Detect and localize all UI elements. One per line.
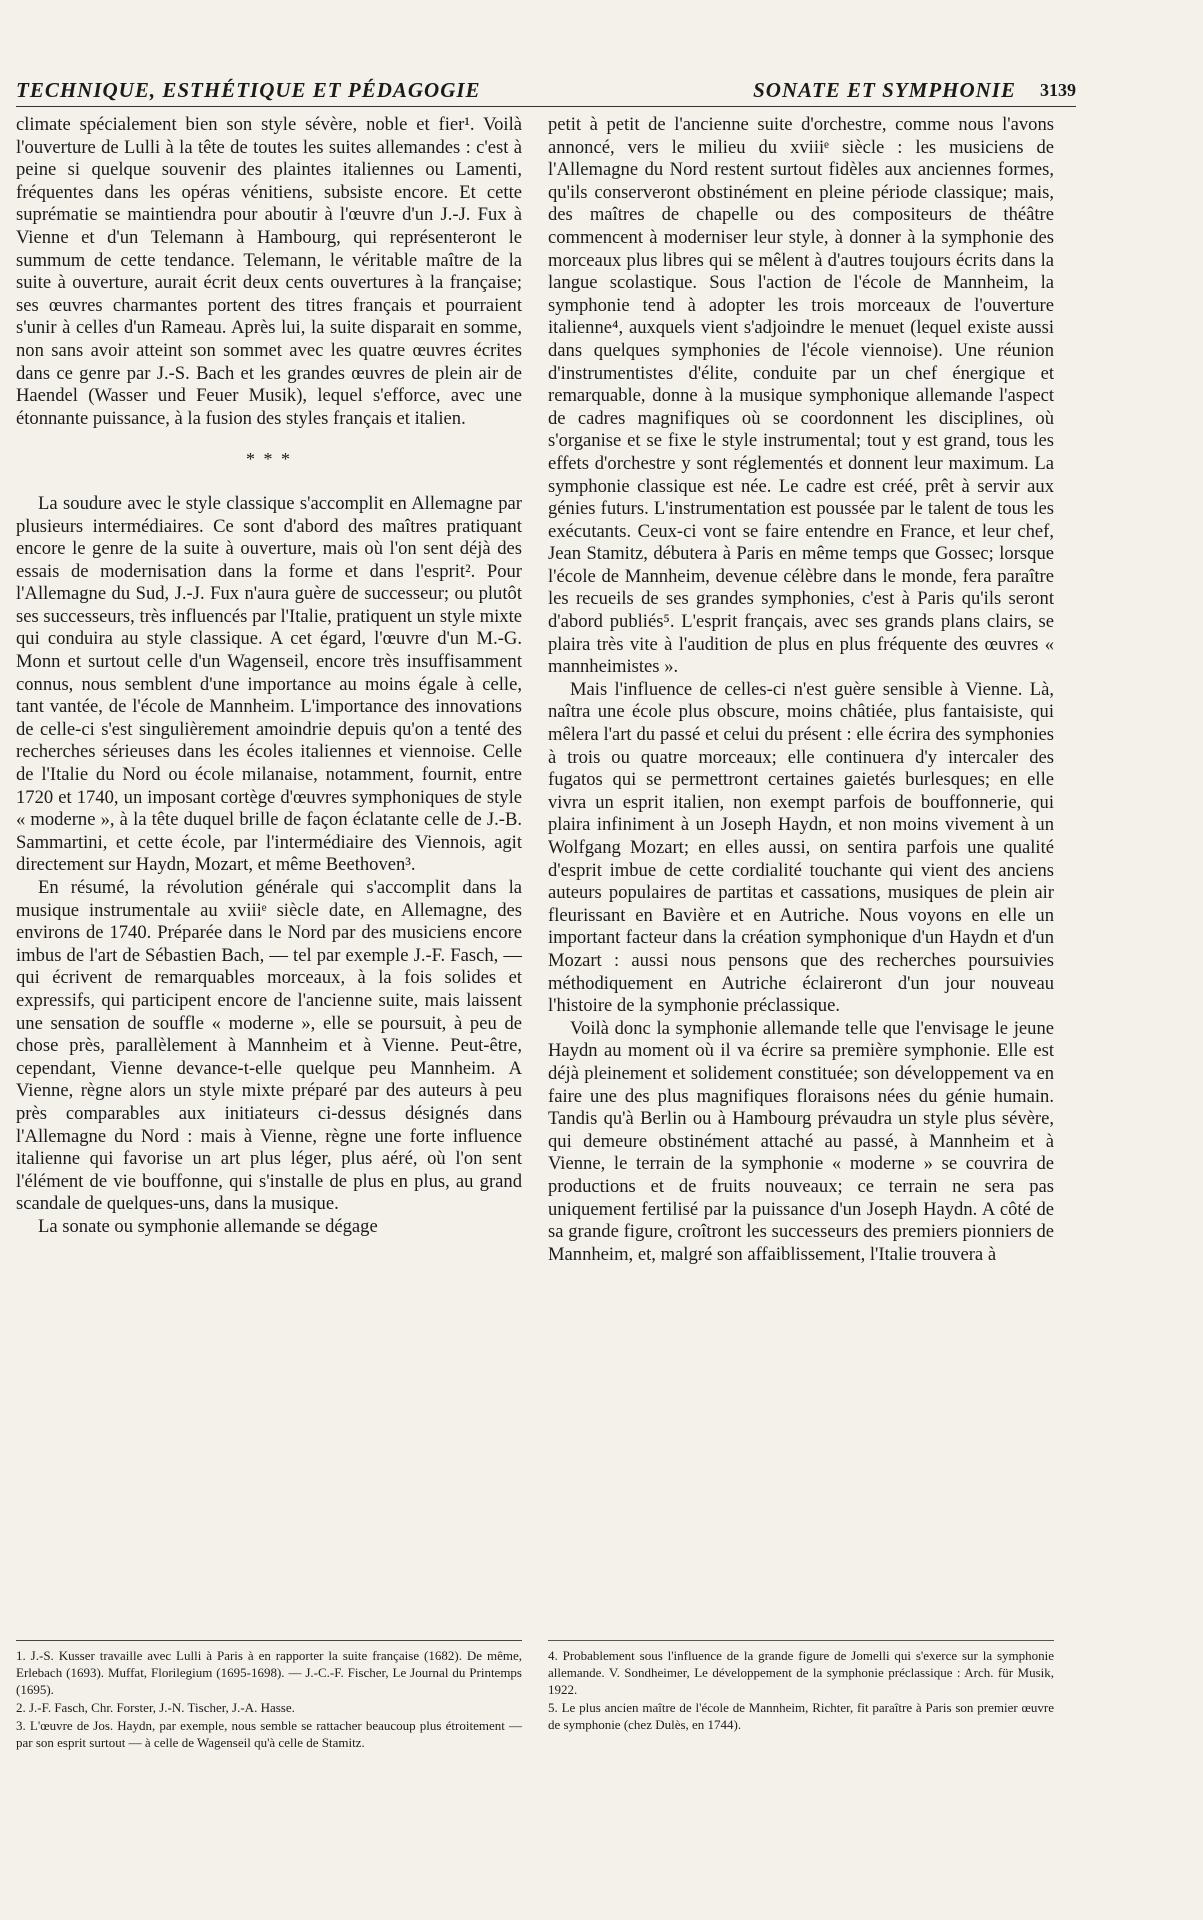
footnotes-right bbox=[548, 1640, 1054, 1734]
page-number: 3139 bbox=[1040, 80, 1076, 100]
paragraph: La sonate ou symphonie allemande se dégage bbox=[38, 1215, 378, 1237]
paragraph: petit à petit de l'ancienne suite d'orchestre, comme nous l'avons annoncé, vers le milieu du xviiiᵉ siècle : les musiciens de l'Allemagne du Nord restent surtout fidèles aux anciennes formes, qu'ils conserveront obstinément en pleine période classique; mais, des maîtres de chapelle ou des compositeurs de théâtre commencent à moderniser leur style, à donner à la symphonie des morceaux plus libres qui se mêlent à d'autres toujours écrits dans la langue scolastique. Sous l'action de l'école de Mannheim, la symphonie tend à adopter les trois morceaux de l'ouverture italienne⁴, auxquels vient s'adjoindre le menuet (lequel existe aussi dans quelques symphonies de l'école viennoise). Une réunion d'instrumentistes d'élite, conduite par un chef énergique et remarquable, donne à la musique symphonique allemande l'aspect de cadres magnifiques où se coordonnent les disciplines, où s'organise et se fixe le style instrumental; tout y est grand, tous les effets d'orchestre y sont réglementés et donnent leur maximum. La symphonie classique est née. Le cadre est créé, prêt à servir aux génies futurs. L'instrumentation est poussée par le talent de tous les exécutants. Ceux-ci vont se faire entendre en France, et leur chef, Jean Stamitz, débutera à Paris en même temps que Gossec; lorsque l'école de Mannheim, devenue célèbre dans le monde, fera paraître les recueils de ses grandes symphonies, c'est à Paris qu'ils seront d'abord publiés⁵. L'esprit français, avec ses grands plans clairs, se plaira très vite à l'audition de plus en plus fréquente des œuvres « mannheimistes ». bbox=[548, 114, 1054, 678]
footnote: 3. L'œuvre de Jos. Haydn, par exemple, nous semble se rattacher beaucoup plus étroitement — par son esprit surtout — à celle de Wagenseil qu'à celle de Stamitz. bbox=[16, 1718, 522, 1750]
left-column bbox=[16, 114, 522, 1239]
header-right-title: SONATE ET SYMPHONIE bbox=[753, 78, 1016, 102]
paragraph: La soudure avec le style classique s'accomplit en Allemagne par plusieurs intermédiaires. Ce sont d'abord des maîtres pratiquant encore le genre de la suite à ouverture, mais où l'on sent déjà des essais de modernisation dans la forme et dans l'esprit². Pour l'Allemagne du Sud, J.-J. Fux n'aura guère de successeur; ou plutôt ses successeurs, très influencés par l'Italie, pratiquent un style mixte qui conduira au style classique. A cet égard, l'œuvre d'un M.-G. Monn et surtout celle d'un Wagenseil, encore très insuffisamment connus, nous semblent d'une importance au moins égale à celle, tant vantée, de l'école de Mannheim. L'importance des innovations de celle-ci s'est singulièrement amoindrie depuis qu'on a tenté des recherches sérieuses dans les écoles italiennes et viennoise. Celle de l'Italie du Nord ou école milanaise, notamment, fournit, entre 1720 et 1740, un imposant cortège d'œuvres symphoniques de style « moderne », à la tête duquel brille de façon éclatante celle de J.-B. Sammartini, et cette école, par l'intermédiaire des Viennois, agit directement sur Haydn, Mozart, et même Beethoven³. bbox=[16, 492, 522, 876]
footnote: 1. J.-S. Kusser travaille avec Lulli à Paris à en rapporter la suite française (1682). De même, Erlebach (1693). Muffat, Florilegium (1695-1698). — J.-C.-F. Fischer, Le Journal du Printemps (1695). bbox=[16, 1648, 522, 1697]
paragraph: Mais l'influence de celles-ci n'est guère sensible à Vienne. Là, naîtra une école plus obscure, moins châtiée, plus fantaisiste, qui mêlera l'art du passé et celui du présent : elle écrira des symphonies à trois ou quatre morceaux; elle continuera d'y intercaler des fugatos qui se permettront certaines gaietés burlesques; en elle vivra un esprit italien, non exempt parfois de bouffonnerie, qui plaira infiniment à un Joseph Haydn, et non moins vivement à un Wolfgang Mozart; en elles aussi, on sentira parfois une qualité d'esprit imbue de cette cordialité touchante qui vient des anciens auteurs populaires de partitas et cassations, musiques de plein air fleurissant en Bavière et en Autriche. Nous voyons en elle un important facteur dans la création symphonique d'un Haydn et d'un Mozart : aussi nous pensons que des recherches poursuivies méthodiquement en Autriche éclaireront d'un jour nouveau l'histoire de la symphonie préclassique. bbox=[548, 678, 1054, 1017]
footnote: 5. Le plus ancien maître de l'école de Mannheim, Richter, fit paraître à Paris son premier œuvre de symphonie (chez Dulès, en 1744). bbox=[548, 1700, 1054, 1732]
paragraph: Voilà donc la symphonie allemande telle que l'envisage le jeune Haydn au moment où il va écrire sa première symphonie. Elle est déjà pleinement et solidement constituée; son développement va en faire une des plus magnifiques floraisons nées du génie humain. Tandis qu'à Berlin ou à Hambourg prévaudra un style plus sévère, qui demeure obstinément attaché au passé, à Mannheim et à Vienne, le terrain de la symphonie « moderne » se couvrira de productions et de fruits nouveaux; ce terrain ne sera pas uniquement fertilisé par la puissance d'un Joseph Haydn. A côté de sa grande figure, croîtront les successeurs des premiers pionniers de Mannheim, et, malgré son affaiblissement, l'Italie trouvera à bbox=[548, 1017, 1054, 1265]
footnotes-left bbox=[16, 1640, 522, 1752]
running-header bbox=[16, 76, 1076, 107]
header-left-title: TECHNIQUE, ESTHÉTIQUE ET PÉDAGOGIE bbox=[16, 78, 481, 102]
footnote: 4. Probablement sous l'influence de la grande figure de Jomelli qui s'exerce sur la symphonie allemande. V. Sondheimer, Le développement de la symphonie préclassique : Arch. für Musik, 1922. bbox=[548, 1648, 1054, 1697]
right-column bbox=[548, 114, 1054, 1266]
footnote: 2. J.-F. Fasch, Chr. Forster, J.-N. Tischer, J.-A. Hasse. bbox=[16, 1700, 295, 1715]
paragraph: En résumé, la révolution générale qui s'accomplit dans la musique instrumentale au xviiiᵉ siècle date, en Allemagne, des environs de 1740. Préparée dans le Nord par des musiciens encore imbus de l'art de Sébastien Bach, — tel par exemple J.-F. Fasch, — qui écrivent de remarquables morceaux, à la fois solides et expressifs, qui participent encore de l'ancienne suite, mais laissent une sensation de souffle « moderne », elle se poursuit, à peu de chose près, parallèlement à Mannheim et à Vienne. Peut-être, cependant, Vienne devance-t-elle quelque peu Mannheim. A Vienne, règne alors un style mixte préparé par des auteurs à peu près comparables aux initiateurs ci-dessus désignés dans l'Allemagne du Nord : mais à Vienne, règne une forte influence italienne qui favorise un art plus léger, plus aéré, où l'on sent l'élément de vie bouffonne, qui s'installe de plus en plus, au grand scandale de quelques-uns, dans la musique. bbox=[16, 877, 522, 1215]
section-separator: * * * bbox=[246, 449, 292, 470]
paragraph: climate spécialement bien son style sévère, noble et fier¹. Voilà l'ouverture de Lulli à la tête de toutes les suites allemandes : c'est à peine si quelque souvenir des plaintes italiennes ou Lamenti, fréquentes dans les opéras vénitiens, subsiste encore. Et cette suprématie se maintiendra pour aboutir à l'œuvre d'un J.-J. Fux à Vienne et d'un Telemann à Hambourg, qui représenteront le summum de cette tendance. Telemann, le véritable maître de la suite à ouverture, aurait écrit deux cents ouvertures à la française; ses œuvres charmantes portent des titres français et pourraient s'unir à celles d'un Rameau. Après lui, la suite disparait en somme, non sans avoir atteint son sommet avec les quatre œuvres écrites dans ce genre par J.-S. Bach et les grandes œuvres de plein air de Haendel (Wasser und Feuer Musik), lequel s'efforce, avec une étonnante puissance, à la fusion des styles français et italien. bbox=[16, 114, 522, 429]
